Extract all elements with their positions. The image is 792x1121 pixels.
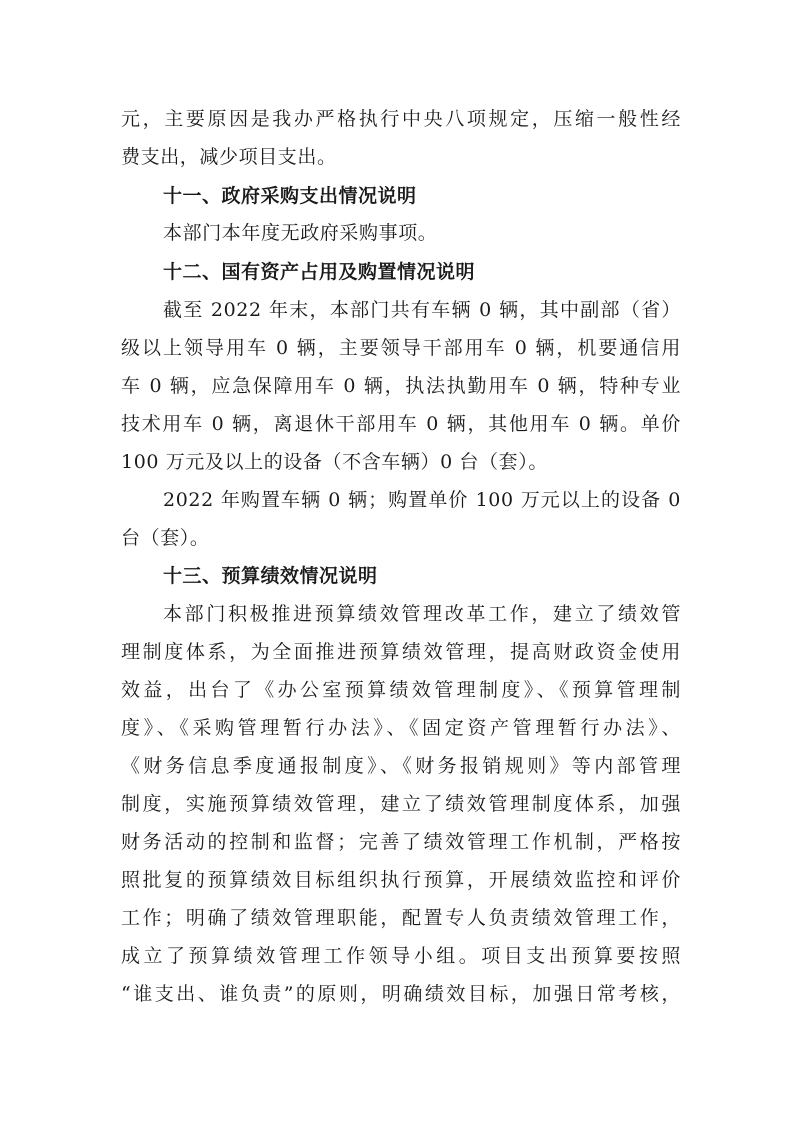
body-text-line: 度》、《采购管理暂行办法》、《固定资产管理暂行办法》、 — [121, 717, 681, 739]
body-text-line: 级以上领导用车 0 辆，主要领导干部用车 0 辆，机要通信用 — [121, 337, 681, 359]
body-text-line: 本部门积极推进预算绩效管理改革工作，建立了绩效管 — [163, 603, 681, 625]
body-text-line: 成立了预算绩效管理工作领导小组。项目支出预算要按照 — [121, 945, 681, 967]
body-text-line: 元，主要原因是我办严格执行中央八项规定，压缩一般性经 — [121, 108, 681, 130]
body-text-line: 技术用车 0 辆，离退休干部用车 0 辆，其他用车 0 辆。单价 — [121, 413, 681, 435]
body-text-line: 2022 年购置车辆 0 辆；购置单价 100 万元以上的设备 0 — [163, 489, 681, 511]
body-text-line: 财务活动的控制和监督；完善了绩效管理工作机制，严格按 — [121, 831, 681, 853]
body-text-line: 台（套）。 — [121, 527, 210, 549]
body-text-line: 制度，实施预算绩效管理，建立了绩效管理制度体系，加强 — [121, 793, 681, 815]
body-text-line: 效益，出台了《办公室预算绩效管理制度》、《预算管理制 — [121, 679, 681, 701]
section-heading-13: 十三、预算绩效情况说明 — [163, 565, 378, 587]
body-text-line: 本部门本年度无政府采购事项。 — [163, 222, 438, 244]
body-text-line: 理制度体系，为全面推进预算绩效管理，提高财政资金使用 — [121, 641, 681, 663]
body-text-line: 截至 2022 年末，本部门共有车辆 0 辆，其中副部（省） — [163, 299, 681, 321]
body-text-line: 工作；明确了绩效管理职能，配置专人负责绩效管理工作， — [121, 907, 681, 929]
section-heading-11: 十一、政府采购支出情况说明 — [163, 185, 417, 207]
body-text-line: 照批复的预算绩效目标组织执行预算，开展绩效监控和评价 — [121, 869, 681, 891]
body-text-line: 《财务信息季度通报制度》、《财务报销规则》等内部管理 — [121, 755, 681, 777]
section-heading-12: 十二、国有资产占用及购置情况说明 — [163, 261, 476, 283]
body-text-line: 100 万元及以上的设备（不含车辆）0 台（套）。 — [121, 451, 548, 473]
body-text-line: 费支出，减少项目支出。 — [121, 146, 337, 168]
body-text-line: “谁支出、谁负责”的原则，明确绩效目标，加强日常考核， — [121, 983, 681, 1005]
body-text-line: 车 0 辆，应急保障用车 0 辆，执法执勤用车 0 辆，特种专业 — [121, 375, 681, 397]
